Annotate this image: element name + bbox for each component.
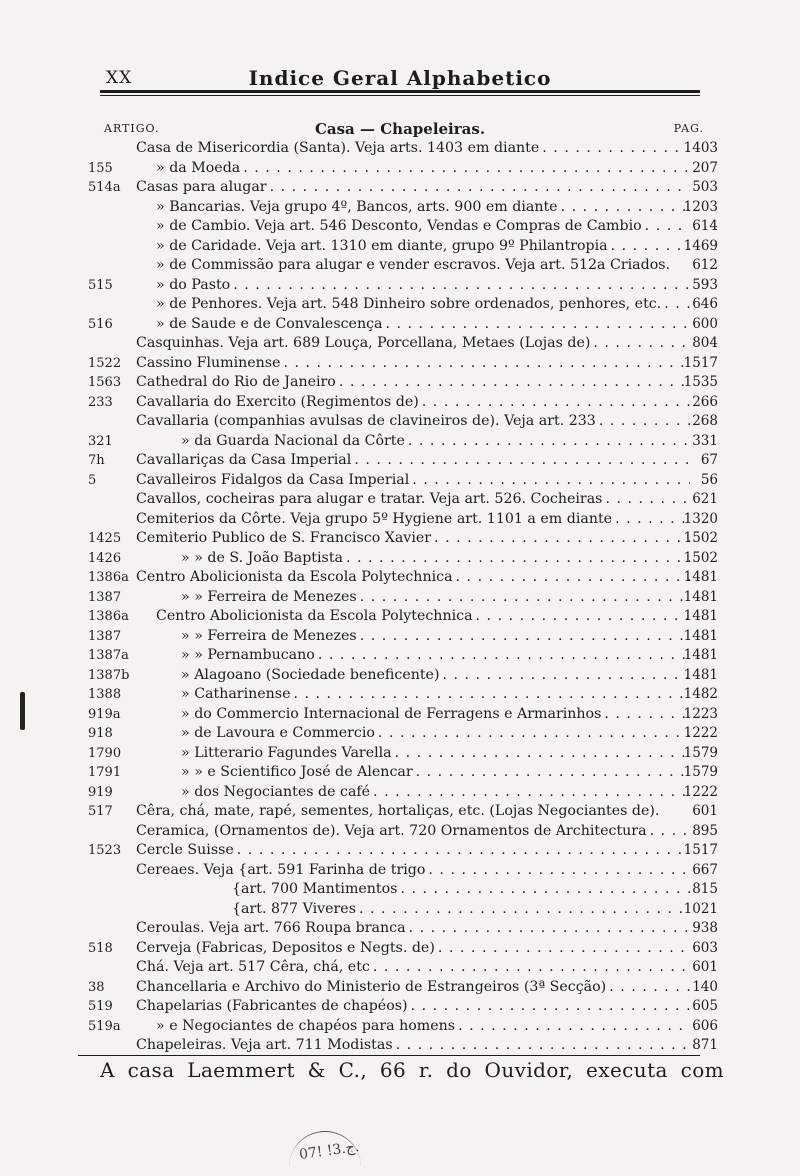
leader-dots [431,529,690,549]
index-entry [88,978,718,998]
index-entry [88,822,718,842]
leader-dots [406,919,690,939]
leader-dots [590,334,690,354]
library-stamp [285,1135,365,1167]
header-rule-thin [100,95,700,96]
entry-text: Ceroulas. Veja art. 766 Roupa branca [136,920,406,936]
entry-text: {art. 877 Viveres [232,900,356,917]
entry-text: Casquinhas. Veja art. 689 Louça, Porcellana, Metaes (Lojas de) [136,335,591,351]
index-entry [88,393,718,413]
entry-text: Cassino Fluminense [136,354,281,371]
index-entry [88,139,718,159]
entry-text: » dos Negociantes de café [181,783,371,800]
leader-dots [267,178,690,198]
index-entry [88,685,718,705]
leader-dots [425,861,690,881]
index-entry [88,451,718,471]
entry-article-number: 321 [88,433,113,449]
entry-page-number: 1222 [683,725,718,741]
entry-text: » do Pasto [156,276,231,293]
entry-text: » da Guarda Nacional da Côrte [181,432,405,449]
leader-dots [453,568,690,588]
entry-text: Cavallaria (companhias avulsas de clavineiros de). Veja art. 233 [136,413,596,429]
index-entry [88,315,718,335]
entry-text: Cavallaria do Exercito (Regimentos de) [136,393,419,410]
entry-text: » de Lavoura e Commercio [181,725,375,741]
index-entry [88,919,718,939]
leader-dots [370,783,690,803]
entry-text: Cêra, chá, mate, rapé, sementes, hortaliças, etc. (Lojas Negociantes de). [136,803,660,819]
leader-dots [558,198,690,218]
entry-article-number: 519a [88,1018,121,1034]
entry-page-number: 938 [692,920,718,936]
entry-article-number: 919a [88,706,121,722]
entry-text: Chapeleiras. Veja art. 711 Modistas [136,1037,393,1053]
index-entry [88,432,718,452]
entry-text: » » de S. João Baptista [181,549,343,566]
entry-text: Cavalleiros Fidalgos da Casa Imperial [136,471,410,488]
entry-page-number: 140 [692,978,718,995]
entry-text: {art. 700 Mantimentos [232,881,398,897]
entry-text: Cerveja (Fabricas, Depositos e Negts. de) [136,939,435,956]
index-entry [88,217,718,237]
entry-page-number: 601 [692,803,718,819]
entry-text: » do Commercio Internacional de Ferragens e Armarinhos [181,705,602,722]
leader-dots [601,705,690,725]
leader-dots [539,139,690,159]
entry-page-number: 1502 [683,530,718,546]
entry-text: » de Penhores. Veja art. 548 Dinheiro sobre ordenados, penhores, etc. [156,296,662,312]
entry-page-number: 1320 [683,510,718,527]
index-entry [88,490,718,510]
entry-page-number: 1021 [683,900,718,917]
entry-page-number: 895 [692,822,718,839]
entry-text: Cavallariças da Casa Imperial [136,452,352,468]
entry-article-number: 1387 [88,628,122,644]
index-entry [88,373,718,393]
footer-rule [78,1055,700,1056]
entry-text: » Catharinense [181,686,291,702]
leader-dots [343,549,690,569]
column-headings [100,120,704,138]
entry-text: » de Caridade. Veja art. 1310 em diante, grupo 9º Philantropia [156,237,608,254]
entry-page-number: 603 [692,939,718,956]
entry-text: Chá. Veja art. 517 Cêra, chá, etc [136,959,370,975]
entry-article-number: 515 [88,277,113,293]
running-head [100,68,700,92]
leader-dots [336,373,690,393]
entry-page-number: 621 [692,491,718,507]
index-entry [88,1036,718,1056]
entry-article-number: 1387a [88,648,129,663]
entry-article-number: 1522 [88,355,122,371]
index-entry [88,1017,718,1037]
entry-page-number: 1579 [683,764,718,780]
entry-text: Cemiterios da Côrte. Veja grupo 5º Hygiene art. 1101 a em diante [136,510,613,527]
index-entry [88,549,718,569]
entry-page-number: 804 [692,335,718,351]
entry-page-number: 1481 [683,647,718,663]
leader-dots [596,412,690,432]
index-entry [88,763,718,783]
entry-page-number: 1481 [683,588,718,605]
index-entry [88,276,718,296]
index-entry [88,256,718,276]
entry-page-number: 1223 [683,705,718,722]
entry-text: » da Moeda [156,159,241,176]
entry-text: Cathedral do Rio de Janeiro [136,374,336,390]
entry-page-number: 1481 [683,627,718,644]
entry-text: » » Ferreira de Menezes [181,588,357,605]
entry-page-number: 1481 [683,608,718,624]
entry-page-number: 646 [692,296,718,312]
leader-dots [392,744,690,764]
entry-text: Cercle Suisse [136,842,234,858]
index-entry [88,646,718,666]
index-entry [88,178,718,198]
leader-dots [370,958,690,978]
index-entry [88,666,718,686]
leader-dots [357,627,690,647]
entry-article-number: 514a [88,180,121,195]
entry-page-number: 1579 [683,744,718,761]
entry-article-number: 1387b [88,667,130,683]
index-entry [88,958,718,978]
leader-dots [413,763,690,783]
entry-page-number: 268 [692,413,718,429]
entry-page-number: 601 [692,959,718,975]
entry-page-number: 67 [700,452,718,468]
entry-text: » Alagoano (Sociedade beneficente) [181,666,440,683]
entry-article-number: 233 [88,394,113,410]
leader-dots [375,724,690,744]
index-entry [88,568,718,588]
entry-page-number: 667 [692,861,718,878]
entry-text: Casas para alugar [136,179,267,195]
entry-page-number: 1481 [683,569,718,585]
index-entry [88,802,718,822]
entry-page-number: 815 [692,881,718,897]
entry-article-number: 516 [88,316,113,332]
leader-dots [357,588,690,608]
entry-article-number: 519 [88,999,113,1014]
entry-text: Chapelarias (Fabricantes de chapéos) [136,998,408,1014]
entry-text: Chancellaria e Archivo do Ministerio de Estrangeiros (3ª Secção) [136,978,607,995]
ink-mark [20,692,25,730]
index-entries [88,139,718,1056]
index-entry [88,159,718,179]
entry-text: » de Cambio. Veja art. 546 Desconto, Vendas e Compras de Cambio [156,218,642,234]
entry-article-number: 918 [88,726,113,741]
leader-dots [393,1036,690,1056]
entry-article-number: 1563 [88,375,122,390]
entry-page-number: 614 [692,218,718,234]
leader-dots [440,666,691,686]
index-entry [88,939,718,959]
leader-dots [473,607,690,627]
entry-article-number: 1791 [88,765,122,780]
entry-article-number: 5 [88,472,97,488]
entry-page-number: 593 [692,276,718,293]
page-number: XX [106,68,133,88]
entry-page-number: 1222 [683,783,718,800]
entry-page-number: 56 [700,471,718,488]
index-entry [88,783,718,803]
advertisement-line: A casa Laemmert & C., 66 r. do Ouvidor, executa com [100,1058,724,1082]
leader-dots [240,159,690,179]
leader-dots [280,354,690,374]
entry-page-number: 606 [692,1017,718,1034]
entry-page-number: 1502 [683,549,718,566]
entry-article-number: 1386a [88,570,129,585]
entry-article-number: 38 [88,979,105,995]
index-entry [88,627,718,647]
entry-page-number: 1203 [683,198,718,215]
entry-text: » » Ferreira de Menezes [181,627,357,644]
entry-page-number: 1517 [683,842,718,858]
leader-dots [356,900,690,920]
index-entry [88,529,718,549]
entry-article-number: 919 [88,784,113,800]
index-entry [88,705,718,725]
leader-dots [397,880,690,900]
leader-dots [405,432,690,452]
index-entry [88,510,718,530]
leader-dots [409,471,690,491]
entry-page-number: 1517 [683,354,718,371]
entry-page-number: 503 [692,179,718,195]
leader-dots [234,841,690,861]
entry-article-number: 1523 [88,843,122,858]
index-entry [88,861,718,881]
stamp-text: ج.3! !07. [298,1138,361,1164]
leader-dots [315,646,690,666]
entry-text: » de Saude e de Convalescença [156,315,383,332]
entry-page-number: 331 [692,432,718,449]
leader-dots [455,1017,690,1037]
pag-heading: PAG. [673,122,704,135]
leader-dots [290,685,690,705]
index-entry [88,295,718,315]
entry-article-number: 1790 [88,745,122,761]
leader-dots [230,276,690,296]
index-entry [88,841,718,861]
entry-article-number: 155 [88,160,113,176]
entry-article-number: 7h [88,453,105,468]
artigo-heading: ARTIGO. [104,122,160,135]
index-entry [88,724,718,744]
index-entry [88,607,718,627]
entry-text: » e Negociantes de chapéos para homens [156,1017,456,1034]
entry-page-number: 266 [692,393,718,410]
section-heading: Casa — Chapeleiras. [314,120,486,138]
index-entry [88,880,718,900]
index-entry [88,471,718,491]
leader-dots [382,315,690,335]
entry-article-number: 1387 [88,589,122,605]
leader-dots [435,939,690,959]
entry-text: Cavallos, cocheiras para alugar e tratar. Veja art. 526. Cocheiras [136,491,603,507]
entry-page-number: 1403 [683,140,718,156]
leader-dots [408,997,690,1017]
entry-text: Centro Abolicionista da Escola Polytechnica [156,608,473,624]
index-entry [88,997,718,1017]
index-entry [88,334,718,354]
entry-text: » Litterario Fagundes Varella [181,744,392,761]
entry-text: Cereaes. Veja {art. 591 Farinha de trigo [136,861,426,878]
entry-text: » Bancarias. Veja grupo 4º, Bancos, arts. 900 em diante [156,198,558,215]
entry-text: » » Pernambucano [181,647,315,663]
entry-page-number: 605 [692,998,718,1014]
entry-text: » de Commissão para alugar e vender escravos. Veja art. 512a Criados. [156,257,671,273]
index-entry [88,744,718,764]
index-entry [88,237,718,257]
index-entry [88,412,718,432]
entry-text: Casa de Misericordia (Santa). Veja arts. 1403 em diante [136,140,540,156]
entry-article-number: 1388 [88,687,122,702]
entry-page-number: 600 [692,315,718,332]
entry-text: Centro Abolicionista da Escola Polytechnica [136,569,453,585]
entry-article-number: 1425 [88,531,122,546]
entry-text: Cemiterio Publico de S. Francisco Xavier [136,530,432,546]
leader-dots [351,451,690,471]
index-entry [88,354,718,374]
page-title: Indice Geral Alphabetico [248,66,552,90]
entry-page-number: 1481 [683,666,718,683]
entry-article-number: 1386a [88,609,129,624]
entry-page-number: 871 [692,1037,718,1053]
entry-article-number: 518 [88,940,113,956]
entry-page-number: 1482 [683,686,718,702]
index-entry [88,900,718,920]
index-entry [88,198,718,218]
entry-article-number: 517 [88,804,113,819]
entry-page-number: 1469 [683,237,718,254]
leader-dots [602,490,690,510]
entry-text: » » e Scientifico José de Alencar [181,764,413,780]
entry-page-number: 1535 [683,374,718,390]
leader-dots [419,393,690,413]
entry-text: Ceramica, (Ornamentos de). Veja art. 720 Ornamentos de Architectura [136,822,647,839]
entry-page-number: 612 [692,257,718,273]
entry-article-number: 1426 [88,550,122,566]
entry-page-number: 207 [692,159,718,176]
index-entry [88,588,718,608]
header-rule [100,90,700,93]
